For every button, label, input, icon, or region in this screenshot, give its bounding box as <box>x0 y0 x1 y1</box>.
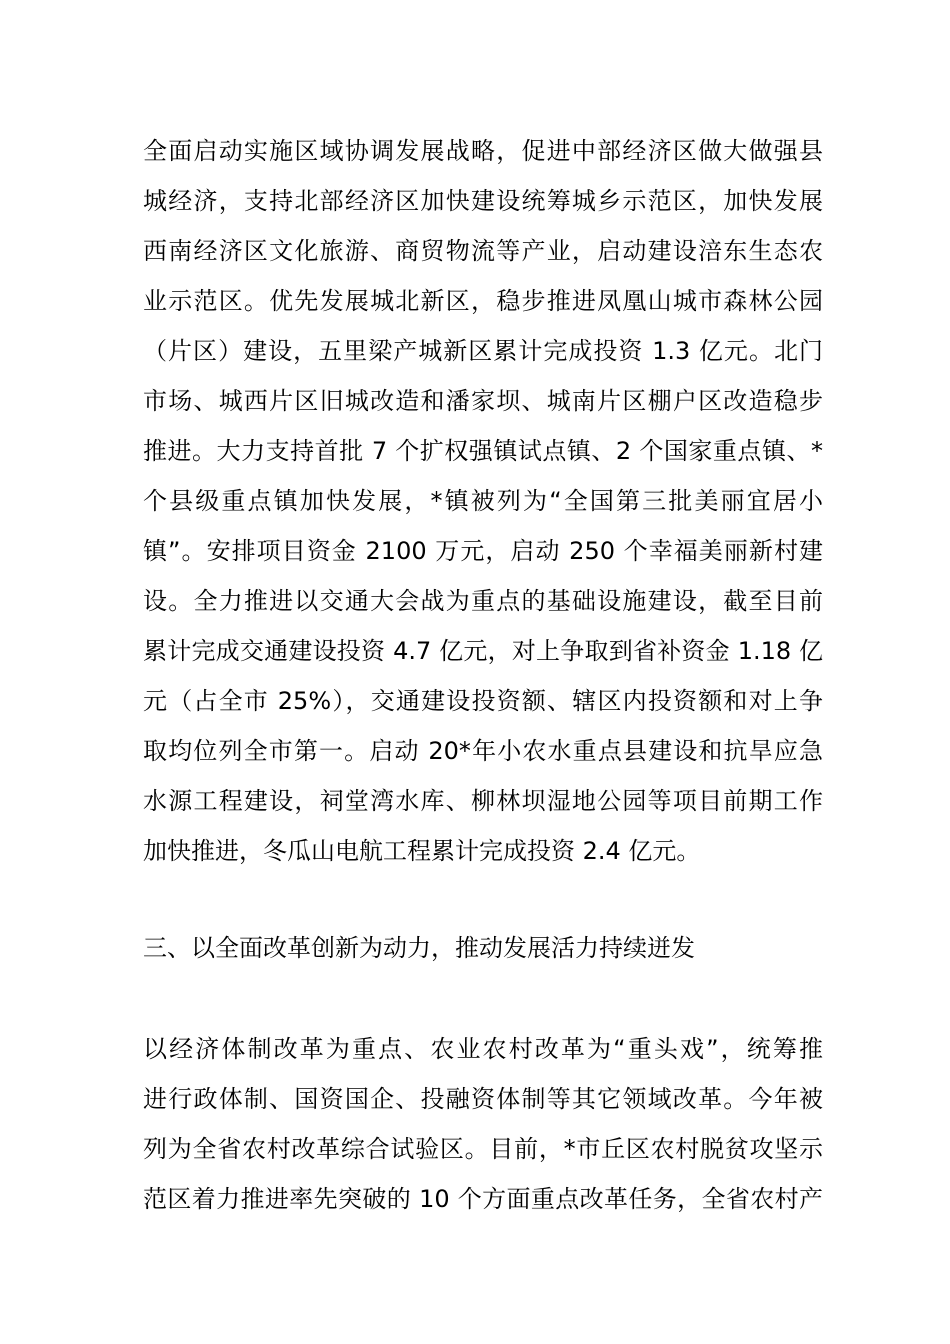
paragraph-line: 范区着力推进率先突破的 10 个方面重点改革任务，全省农村产 <box>143 1185 823 1213</box>
paragraph-line: 城经济，支持北部经济区加快建设统筹城乡示范区，加快发展 <box>143 187 823 215</box>
paragraph-line: 水源工程建设，祠堂湾水库、柳林坝湿地公园等项目前期工作 <box>143 787 823 815</box>
paragraph-line: 业示范区。优先发展城北新区，稳步推进凤凰山城市森林公园 <box>143 287 823 315</box>
paragraph-line: 取均位列全市第一。启动 20*年小农水重点县建设和抗旱应急 <box>143 737 823 765</box>
paragraph-line: 全面启动实施区域协调发展战略，促进中部经济区做大做强县 <box>143 137 823 165</box>
paragraph-line: 个县级重点镇加快发展，*镇被列为“全国第三批美丽宜居小 <box>143 487 823 515</box>
paragraph-reform <box>143 1024 823 1224</box>
paragraph-line: 以经济体制改革为重点、农业农村改革为“重头戏”，统筹推 <box>143 1035 823 1063</box>
section-heading-text: 三、以全面改革创新为动力，推动发展活力持续迸发 <box>143 934 695 962</box>
paragraph-line: 元（占全市 25%），交通建设投资额、辖区内投资额和对上争 <box>143 687 823 715</box>
paragraph-line: 列为全省农村改革综合试验区。目前，*市丘区农村脱贫攻坚示 <box>143 1135 823 1163</box>
paragraph-line: 推进。大力支持首批 7 个扩权强镇试点镇、2 个国家重点镇、* <box>143 437 823 465</box>
paragraph-line: 进行政体制、国资国企、投融资体制等其它领域改革。今年被 <box>143 1085 823 1113</box>
paragraph-line: 累计完成交通建设投资 4.7 亿元，对上争取到省补资金 1.18 亿 <box>143 637 823 665</box>
paragraph-line: 设。全力推进以交通大会战为重点的基础设施建设，截至目前 <box>143 587 823 615</box>
paragraph-line: 西南经济区文化旅游、商贸物流等产业，启动建设涪东生态农 <box>143 237 823 265</box>
paragraph-line: 镇”。安排项目资金 2100 万元，启动 250 个幸福美丽新村建 <box>143 537 823 565</box>
paragraph-regional-development <box>143 126 823 876</box>
paragraph-line: 加快推进，冬瓜山电航工程累计完成投资 2.4 亿元。 <box>143 837 701 865</box>
section-heading <box>143 923 823 973</box>
paragraph-line: 市场、城西片区旧城改造和潘家坝、城南片区棚户区改造稳步 <box>143 387 823 415</box>
paragraph-line: （片区）建设，五里梁产城新区累计完成投资 1.3 亿元。北门 <box>143 337 823 365</box>
